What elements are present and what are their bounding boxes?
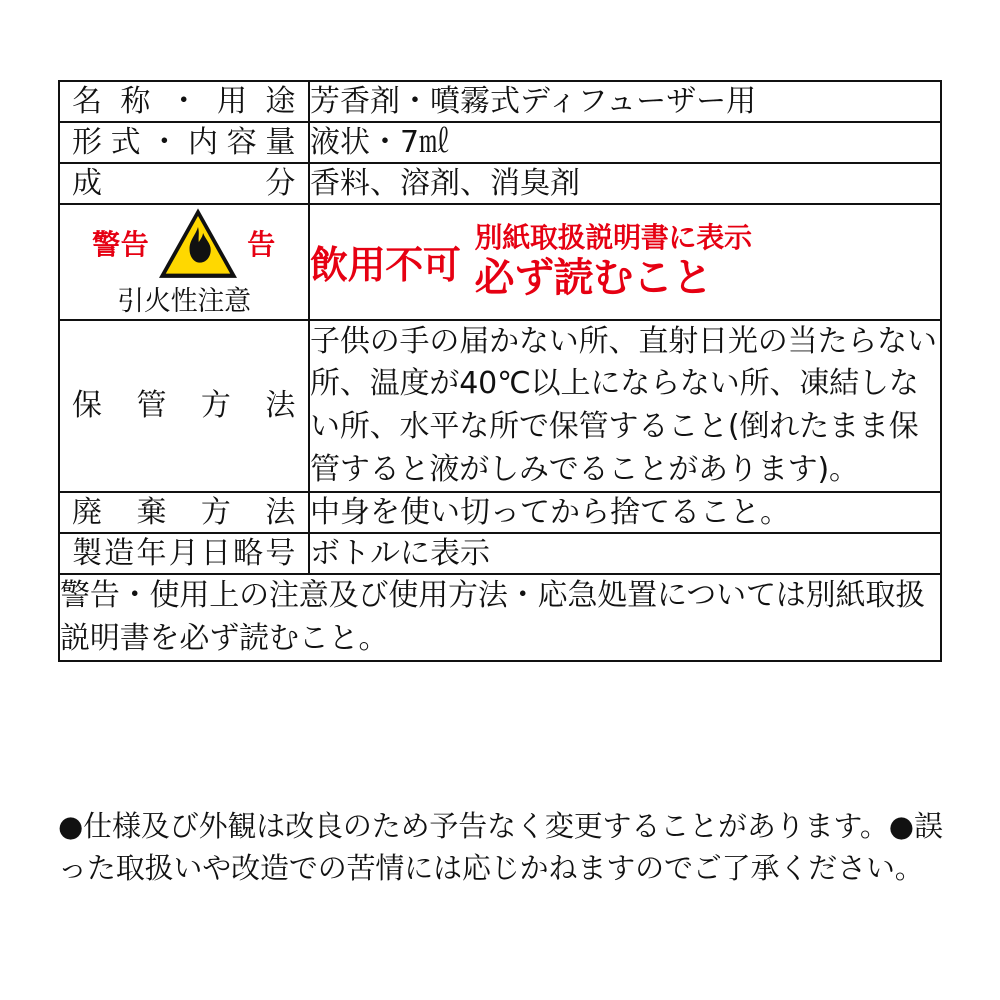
table-row-disposal	[59, 492, 941, 533]
row-value-warning	[309, 204, 941, 320]
flammable-hazard-icon	[155, 205, 241, 283]
outside-disclaimer-note: ●仕様及び外観は改良のため予告なく変更することがあります。●誤った取扱いや改造での苦情には応じかねますのでご了承ください。	[58, 809, 943, 886]
read-manual-line2: 必ず読むこと	[474, 255, 713, 302]
read-manual-block	[474, 223, 751, 300]
row-label-form-volume: 形式・内容量	[59, 122, 309, 163]
warning-word-left: 警告	[92, 227, 150, 261]
table-row-form-volume	[59, 122, 941, 163]
table-row-warning	[59, 204, 941, 320]
table-row-manufacture-code	[59, 533, 941, 574]
row-label-ingredients: 成分	[59, 163, 309, 204]
read-manual-line1: 別紙取扱説明書に表示	[474, 221, 752, 255]
row-label-warning	[59, 204, 309, 320]
warning-word-right: 告	[247, 227, 276, 261]
table-row-storage	[59, 320, 941, 492]
no-drink-text: 飲用不可	[310, 243, 461, 288]
warning-icon-caption: 引火性注意	[117, 286, 251, 317]
row-value-manufacture-code: ボトルに表示	[309, 533, 941, 574]
row-label-disposal: 廃棄方法	[59, 492, 309, 533]
row-value-name-use: 芳香剤・噴霧式ディフューザー用	[309, 81, 941, 122]
row-value-storage: 子供の手の届かない所、直射日光の当たらない所、温度が40℃以上にならない所、凍結しない所、水平な所で保管すること(倒れたまま保管すると液がしみでることがあります)。	[309, 320, 941, 492]
row-label-storage: 保管方法	[59, 320, 309, 492]
warning-heading	[60, 205, 308, 283]
full-width-note: 警告・使用上の注意及び使用方法・応急処置については別紙取扱説明書を必ず読むこと。	[59, 574, 941, 661]
table-row-name-use	[59, 81, 941, 122]
table-row-ingredients	[59, 163, 941, 204]
row-label-name-use: 名称・用途	[59, 81, 309, 122]
row-value-form-volume: 液状・7㎖	[309, 122, 941, 163]
row-value-disposal: 中身を使い切ってから捨てること。	[309, 492, 941, 533]
table-row-full-width-note	[59, 574, 941, 661]
row-label-manufacture-code: 製造年月日略号	[59, 533, 309, 574]
row-value-ingredients: 香料、溶剤、消臭剤	[309, 163, 941, 204]
specification-table	[58, 80, 942, 662]
